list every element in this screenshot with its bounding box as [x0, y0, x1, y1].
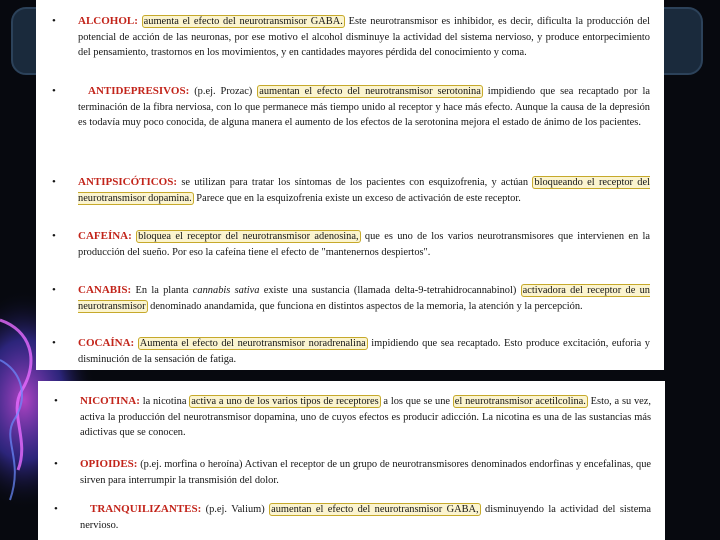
entry-middle: a los que se une [380, 396, 453, 407]
bullet: • [54, 395, 58, 407]
entry-prefix: la nicotina [139, 396, 190, 407]
term-label: ALCOHOL: [78, 15, 138, 27]
entry-body: Parece que en la esquizofrenia existe un exceso de activación de este receptor. [193, 192, 521, 204]
entry-body: impidiendo que sea recaptado por la terminación de la fibra nerviosa, con lo que permanece más tiempo unido al receptor y hace más efecto. Aunque la causa de la depresión es todavía muy poco conocida, de alguna manera el aumento de los efectos de la serotonina mejora el estado de ánimo de los pacientes. [78, 86, 650, 129]
highlighted-phrase: activadora del receptor de un neurotransmisor [78, 285, 650, 312]
bullet: • [52, 284, 56, 296]
highlighted-phrase-2: el neurotransmisor acetilcolina. [454, 396, 586, 407]
entry-text [78, 336, 650, 367]
entry-opioides [38, 457, 665, 488]
entry-text [78, 175, 650, 206]
term-label: NICOTINA: [80, 395, 140, 407]
entry-body: (p.ej. morfina o heroína) Activan el receptor de un grupo de neurotransmisores denominados endorfinas y encefalinas, que sirven para interrumpir la transmisión del dolor. [80, 459, 651, 486]
entry-body: impidiendo que sea recaptado. Esto produce excitación, euforia y disminución de la sensación de fatiga. [78, 338, 650, 365]
highlighted-phrase: aumentan el efecto del neurotransmisor serotonina [259, 86, 481, 97]
entry-cocaina [36, 336, 664, 367]
entry-text [78, 229, 650, 260]
entry-body: denominado anandamida, que funciona en distintos aspectos de la memoria, la atención y la percepción. [147, 300, 583, 312]
entry-body: disminuyendo la actividad del sistema nervioso. [80, 504, 651, 531]
term-label: OPIOIDES: [80, 458, 138, 470]
term-label: CAFEÍNA: [78, 230, 132, 242]
entry-antipsicoticos [36, 175, 664, 206]
entry-tranquilizantes [38, 502, 665, 533]
highlighted-phrase: Aumenta el efecto del neurotransmisor noradrenalina [139, 338, 366, 349]
bullet: • [54, 503, 58, 515]
entry-text [78, 84, 650, 131]
highlighted-phrase: activa a uno de los varios tipos de receptores [191, 396, 379, 407]
entry-text [78, 283, 650, 314]
entry-text [80, 457, 651, 488]
bullet: • [52, 176, 56, 188]
entry-prefix: se utilizan para tratar los síntomas de los pacientes con esquizofrenia, y actúan [177, 177, 533, 188]
bullet: • [52, 15, 56, 27]
highlighted-phrase: bloqueando el receptor del neurotransmisor dopamina. [78, 177, 650, 204]
entry-cafeina [36, 229, 664, 260]
highlighted-phrase: aumentan el efecto del neurotransmisor GABA, [271, 504, 479, 515]
entry-prefix: En la planta [131, 285, 193, 296]
entry-canabis [36, 283, 664, 314]
species-name: cannabis sativa [192, 285, 260, 296]
document-page-top [36, 0, 664, 370]
entry-text [80, 394, 651, 441]
term-label: TRANQUILIZANTES: [90, 503, 202, 515]
highlighted-phrase: aumenta el efecto del neurotransmisor GABA. [143, 16, 343, 27]
entry-body: que es uno de los varios neurotransmisores que intervienen en la producción del sueño. Por eso la cafeína tiene el efecto de "mantenernos despiertos". [78, 231, 651, 258]
entry-body: Este neurotransmisor es inhibidor, es decir, dificulta la producción del potencial de acción de las neuronas, por ese motivo el alcohol disminuye la actividad del sistema nervioso, y produce entorpecimiento del pensamiento, trastornos en los movimientos, y en cantidades mayores pérdida del conocimiento y coma. [78, 16, 650, 59]
term-label: ANTIPSICÓTICOS: [78, 176, 178, 188]
entry-text [78, 14, 650, 61]
entry-prefix: (p.ej. Valium) [201, 504, 270, 515]
entry-nicotina [38, 394, 665, 441]
entry-antidepresivos [36, 84, 664, 131]
highlighted-phrase: bloquea el receptor del neurotransmisor adenosina, [138, 231, 359, 242]
entry-prefix-2: existe una sustancia (llamada delta-9-tetrahidrocannabinol) [259, 285, 521, 296]
entry-alcohol [36, 14, 664, 61]
term-label: CANABIS: [78, 284, 132, 296]
bullet: • [52, 337, 56, 349]
bullet: • [52, 230, 56, 242]
term-label: COCAÍNA: [78, 337, 135, 349]
term-label: ANTIDEPRESIVOS: [88, 85, 190, 97]
entry-body: Esto, a su vez, activa la producción del neurotransmisor dopamina, uno de cuyos efectos es producir adicción. La nicotina es una de las sustancias más adictivas que se conocen. [80, 396, 651, 439]
entry-text [80, 502, 651, 533]
bullet: • [54, 458, 58, 470]
bullet: • [52, 85, 56, 97]
document-page-bottom [38, 381, 665, 540]
entry-prefix: (p.ej. Prozac) [189, 86, 258, 97]
